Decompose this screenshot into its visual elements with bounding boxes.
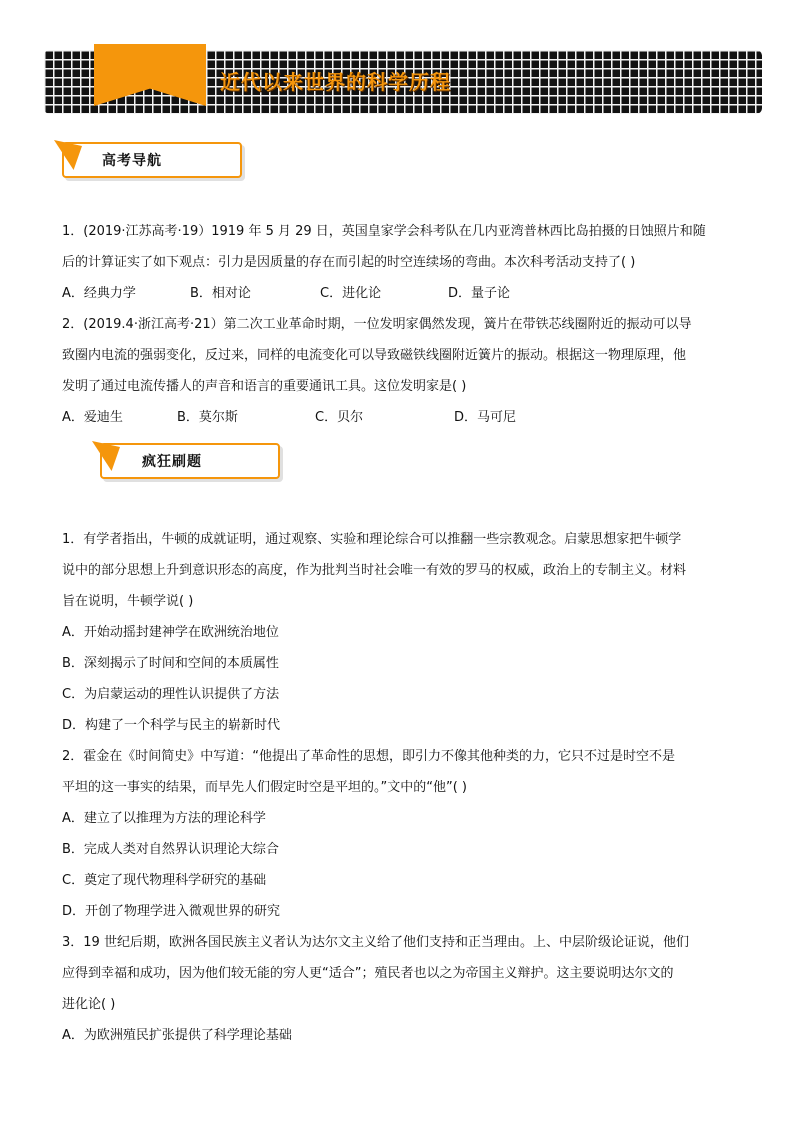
option-a: A．经典力学 — [62, 286, 136, 301]
option-a: A．建立了以推理为方法的理论科学 — [62, 811, 266, 826]
question-text: 1．(2019·江苏高考·19）1919 年 5 月 29 日，英国皇家学会科考队在几内亚湾普林西比岛拍摄的日蚀照片和随 后的计算证实了如下观点：引力是因质量的存在而引起的时空连续场的弯曲。本次科考活动支持了( ) — [62, 224, 706, 270]
option-d: D．量子论 — [448, 286, 511, 301]
option-list — [62, 803, 732, 927]
option-b: B．相对论 — [190, 286, 251, 301]
question-text: 3．19 世纪后期，欧洲各国民族主义者认为达尔文主义给了他们支持和正当理由。上、中层阶级论证说，他们 应得到幸福和成功，因为他们较无能的穷人更“适合”；殖民者也以之为帝国主义辩护。这主要说明达尔文的 进化论( ) — [62, 935, 689, 1012]
section-title-gaokao: 高考导航 — [102, 153, 162, 169]
question-text: 2．(2019.4·浙江高考·21）第二次工业革命时期，一位发明家偶然发现，簧片在带铁芯线圈附近的振动可以导 致圈内电流的强弱变化，反过来，同样的电流变化可以导致磁铁线圈附近簧片的振动。根据这一物理原理，他 发明了通过电流传播人的声音和语言的重要通讯工具。这位发明家是( ) — [62, 317, 692, 394]
option-c: C．贝尔 — [315, 410, 364, 425]
option-list — [62, 1020, 732, 1051]
page-title: 近代以来世界的科学历程 — [220, 70, 451, 94]
option-b: B．深刻揭示了时间和空间的本质属性 — [62, 656, 279, 671]
option-d: D．开创了物理学进入微观世界的研究 — [62, 904, 281, 919]
option-d: D．构建了一个科学与民主的崭新时代 — [62, 718, 281, 733]
option-d: D．马可尼 — [454, 410, 517, 425]
option-a: A．爱迪生 — [62, 410, 123, 425]
option-c: C．奠定了现代物理科学研究的基础 — [62, 873, 267, 888]
option-a: A．为欧洲殖民扩张提供了科学理论基础 — [62, 1028, 292, 1043]
option-b: B．莫尔斯 — [177, 410, 238, 425]
option-a: A．开始动摇封建神学在欧洲统治地位 — [62, 625, 279, 640]
question-text: 1．有学者指出，牛顿的成就证明，通过观察、实验和理论综合可以推翻一些宗教观念。启蒙思想家把牛顿学 说中的部分思想上升到意识形态的高度，作为批判当时社会唯一有效的罗马的权威，政治上的专制主义。材料 旨在说明，牛顿学说( ) — [62, 532, 687, 609]
option-b: B．完成人类对自然界认识理论大综合 — [62, 842, 279, 857]
option-c: C．进化论 — [320, 286, 382, 301]
question-text: 2．霍金在《时间简史》中写道：“他提出了革命性的思想，即引力不像其他种类的力，它只不过是时空不是 平坦的这一事实的结果，而早先人们假定时空是平坦的。”文中的“他”( ) — [62, 749, 676, 795]
option-c: C．为启蒙运动的理性认识提供了方法 — [62, 687, 280, 702]
option-list — [62, 617, 732, 741]
section-title-shuati: 疯狂刷题 — [142, 454, 202, 470]
